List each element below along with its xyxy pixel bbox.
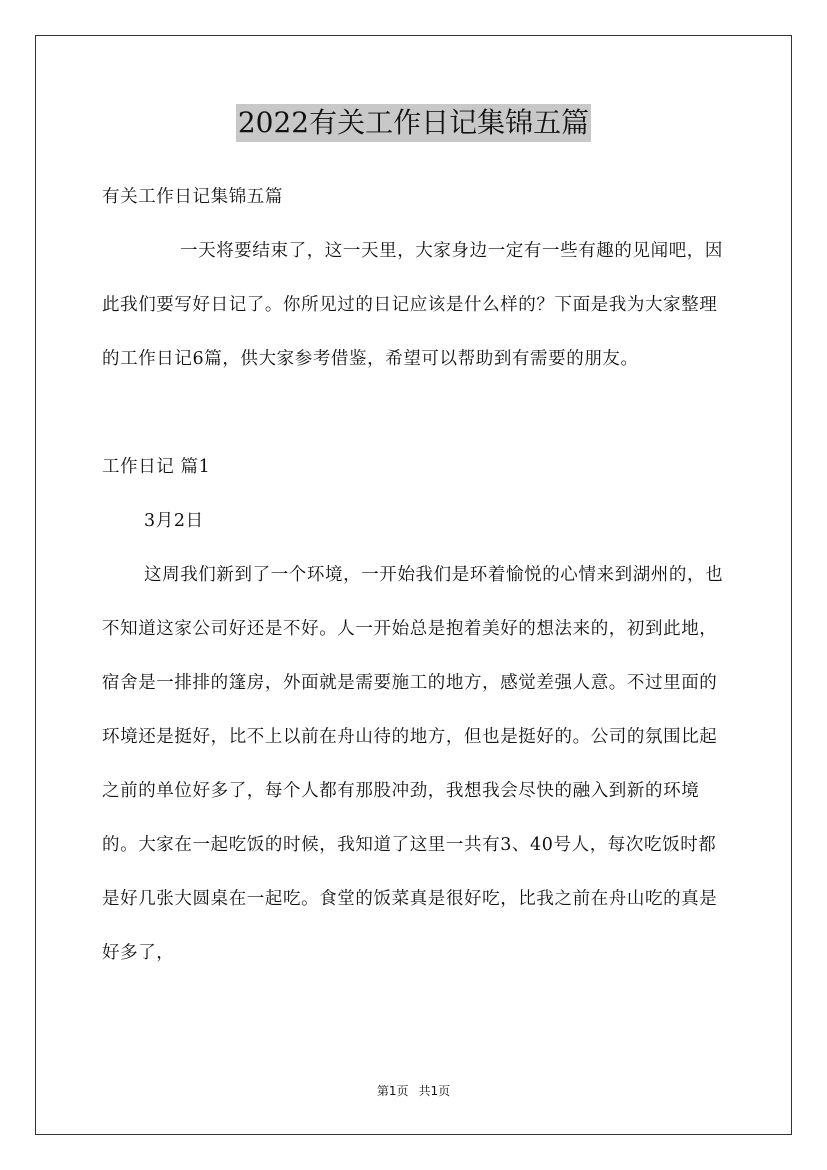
page-number: 第1页 [376,1084,409,1098]
section-heading: 工作日记 篇1 [102,457,211,477]
page-total: 共1页 [418,1084,451,1098]
page-footer [0,1082,827,1099]
document-body [102,170,728,980]
paragraph-spacer [102,386,728,440]
intro-paragraph: 一天将要结束了，这一天里，大家身边一定有一些有趣的见闻吧，因此我们要写好日记了。你所见过的日记应该是什么样的？下面是我为大家整理的工作日记6篇，供大家参考借鉴，希望可以帮助到有需要的朋友。 [102,241,723,369]
entry-date: 3月2日 [144,511,204,531]
document-subtitle: 有关工作日记集锦五篇 [102,187,283,207]
document-title-text: 2022有关工作日记集锦五篇 [236,104,591,142]
entry-paragraph: 这周我们新到了一个环境，一开始我们是环着愉悦的心情来到湖州的，也不知道这家公司好还是不好。人一开始总是抱着美好的想法来的，初到此地，宿舍是一排排的篷房，外面就是需要施工的地方，感觉差强人意。不过里面的环境还是挺好，比不上以前在舟山待的地方，但也是挺好的。公司的氛围比起之前的单位好多了，每个人都有那股冲劲，我想我会尽快的融入到新的环境的。大家在一起吃饭的时候，我知道了这里一共有3、40号人，每次吃饭时都是好几张大圆桌在一起吃。食堂的饭菜真是很好吃，比我之前在舟山吃的真是好多了， [102,565,724,963]
document-title [0,104,827,142]
